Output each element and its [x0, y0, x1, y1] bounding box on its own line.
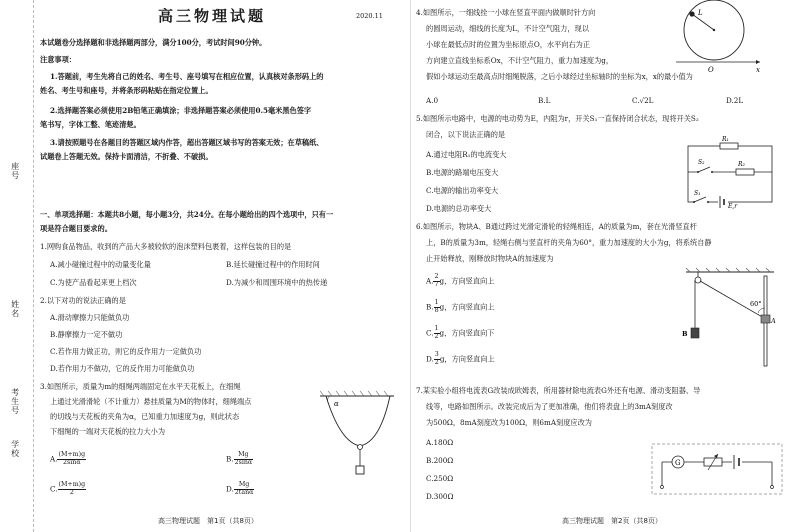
question-6-line: 止开始释放，刚释放时物块A的加速度为	[426, 254, 554, 263]
question-6-option-a: A. $\frac{2}{7}$ g，方向竖直向上	[426, 273, 495, 288]
question-5-s2-label: S₂	[698, 159, 705, 166]
question-3-line: 的切线与天花板的夹角为α，已知重力加速度为g，则此状态	[50, 412, 240, 421]
question-6-line: 上，B的质量为3m，轻绳右侧与竖直杆的夹角为60°，重力加速度的大小为g，将系统自静	[426, 238, 712, 247]
question-3-option-d: D. $\frac{Mg}{2\tan\alpha}$	[226, 481, 254, 496]
question-6-block-b-label: B	[682, 330, 688, 338]
question-1-option-a: A.减小碰撞过程中的动量变化量	[50, 260, 151, 269]
question-4-option-d: D.2L	[726, 96, 744, 105]
page-title: 高三物理试题	[158, 7, 267, 25]
question-4-length-label: L	[698, 9, 703, 17]
question-3-option-a: A. $\frac{(M+m)g}{2\sin\alpha}$	[50, 451, 86, 466]
exam-date: 2020.11	[356, 12, 383, 20]
question-7-circuit	[652, 444, 782, 494]
question-2-option-b: B.静摩擦力一定不做功	[50, 330, 123, 339]
question-7-line: 线等，电路如图所示。改装完成后为了更加准确，他们将表盘上的3mA刻度改	[426, 402, 673, 411]
question-7-option-a: A.180Ω	[426, 438, 454, 447]
question-7-line: 7.某实验小组将电流表G改装成欧姆表，所用器材除电流表G外还有电源、滑动变阻器、导	[416, 386, 701, 395]
question-5-line: 5.如图所示电路中，电源的电动势为E，内阻为r，开关S₁一直保持闭合状态，现将开关S₂	[416, 114, 699, 123]
question-4-line: 假如小球运动至最高点时细绳脱落，之后小球经过坐标轴时的坐标为x，x的最小值为	[426, 72, 693, 81]
question-4-origin-label: O	[708, 66, 714, 74]
question-3-option-c: C. $\frac{(M+m)g}{2}$	[50, 481, 86, 496]
question-4-line: 小球在最低点时的位置为坐标原点O，水平向右为正	[426, 40, 591, 49]
side-label-seat: 座号	[10, 162, 20, 180]
question-5-source-label: E,r	[728, 203, 738, 210]
question-3-figure	[320, 384, 394, 484]
question-7-option-b: B.200Ω	[426, 456, 454, 465]
side-label-exam-number: 考生号	[10, 388, 20, 415]
question-5-option-b: B.电源的路端电压变大	[426, 168, 499, 177]
question-6-figure	[670, 268, 780, 368]
question-2-option-c: C.若作用力做正功，则它的反作用力一定做负功	[50, 347, 202, 356]
notice-line: 1.答题前，考生先将自己的姓名、考生号、座号填写在相应位置，认真核对条形码上的	[50, 72, 324, 81]
question-7-line: 为500Ω，8mA刻度改为100Ω，则6mA刻度应改为	[426, 418, 592, 427]
question-4-line: 4.如图所示，一细线拴一小球在竖直平面内做顺时针方向	[416, 8, 596, 17]
question-1-option-c: C.为使产品看起来更上档次	[50, 278, 137, 287]
question-5-option-c: C.电源的输出功率变大	[426, 186, 499, 195]
question-6-option-c: C. $\frac{1}{2}$ g，方向竖直向下	[426, 325, 495, 340]
question-6-option-d: D. $\frac{3}{2}$ g，方向竖直向上	[426, 351, 495, 366]
notice-title: 注意事项：	[40, 55, 76, 64]
question-1-stem: 1.网购食品物品，收到的产品大多被较软的泡沫塑料包裹着，这样包装的目的是	[40, 242, 292, 251]
question-4-option-b: B.L	[538, 96, 551, 105]
question-5-option-a: A.通过电阻R₁的电流变大	[426, 150, 507, 159]
question-5-r2-label: R₂	[738, 161, 745, 168]
question-3-option-b: B. $\frac{Mg}{2\sin\alpha}$	[226, 451, 253, 466]
question-4-line: 的圆周运动，细线的长度为L，不计空气阻力，现以	[426, 24, 589, 33]
question-5-circuit	[682, 136, 778, 210]
page-2-footer: 高三物理试题 第2页（共8页）	[562, 516, 662, 525]
question-3-angle-label: α	[334, 400, 339, 408]
notice-line: 3.请按照题号在各题目的答题区域内作答，超出答题区域书写的答案无效；在草稿纸、	[50, 138, 324, 147]
page-1-footer: 高三物理试题 第1页（共8页）	[158, 516, 258, 525]
exam-intro: 本试题卷分选择题和非选择题两部分，满分100分，考试时间90分钟。	[40, 38, 267, 47]
section-heading: 项是符合题目要求的。	[40, 224, 112, 233]
question-1-option-b: B.延长碰撞过程中的作用时间	[226, 260, 320, 269]
question-5-option-d: D.电源的总功率变大	[426, 204, 492, 213]
question-4-figure	[672, 0, 772, 80]
side-label-name: 姓名	[10, 300, 20, 318]
question-2-stem: 2.以下对功的说法正确的是	[40, 296, 126, 305]
notice-line: 2.选择题答案必须使用2B铅笔正确填涂；非选择题答案必须使用0.5毫米黑色签字	[50, 106, 312, 115]
section-heading: 一、单项选择题：本题共8小题，每小题3分，共24分。在每小题给出的四个选项中，只有一	[40, 210, 334, 219]
binding-strip	[0, 0, 34, 532]
question-6-option-b: B. $\frac{1}{8}$ g，方向竖直向上	[426, 299, 495, 314]
question-7-galvanometer-label: G	[675, 459, 681, 467]
question-5-s1-label: S₁	[694, 190, 701, 197]
side-label-school: 学校	[10, 440, 20, 458]
question-7-option-d: D.300Ω	[426, 492, 454, 501]
question-3-line: 3.如图所示，质量为m的细绳两端固定在水平天花板上，在细绳	[40, 382, 241, 391]
question-7-option-c: C.250Ω	[426, 474, 454, 483]
question-6-line: 6.如图所示，物块A、B通过跨过光滑定滑轮的轻绳相连，A的质量为m，套在光滑竖直杆	[416, 222, 697, 231]
question-4-axis-label: x	[756, 66, 760, 74]
question-4-option-c: C.√2L	[632, 96, 654, 105]
page-2	[416, 0, 788, 532]
question-3-line: 下细绳的一端对天花板的拉力大小为	[50, 427, 166, 436]
page-1	[40, 0, 406, 532]
question-4-option-a: A.0	[426, 96, 439, 105]
question-4-line: 方向建立直线坐标系Ox，不计空气阻力，重力加速度为g，	[426, 56, 614, 65]
question-5-line: 闭合，以下说法正确的是	[426, 130, 506, 139]
notice-line: 笔书写，字体工整、笔迹清楚。	[40, 120, 141, 129]
notice-line: 试题卷上答题无效。保持卡面清洁，不折叠、不破损。	[40, 152, 213, 161]
page-divider	[410, 0, 411, 532]
question-2-option-d: D.若作用力不做功，它的反作用力可能做负功	[50, 364, 195, 373]
notice-line: 姓名、考生号和座号，并将条形码粘贴在指定位置上。	[40, 86, 213, 95]
question-3-line: 上通过光滑滑轮（不计重力）悬挂质量为M的物体时，细绳端点	[50, 397, 252, 406]
question-6-block-a-label: A	[771, 317, 776, 325]
question-1-option-d: D.为减少和周围环境中的热传递	[226, 278, 328, 287]
question-5-r1-label: R₁	[722, 136, 729, 143]
question-6-angle-label: 60°	[750, 300, 762, 308]
question-2-option-a: A.滑动摩擦力只能做负功	[50, 313, 130, 322]
